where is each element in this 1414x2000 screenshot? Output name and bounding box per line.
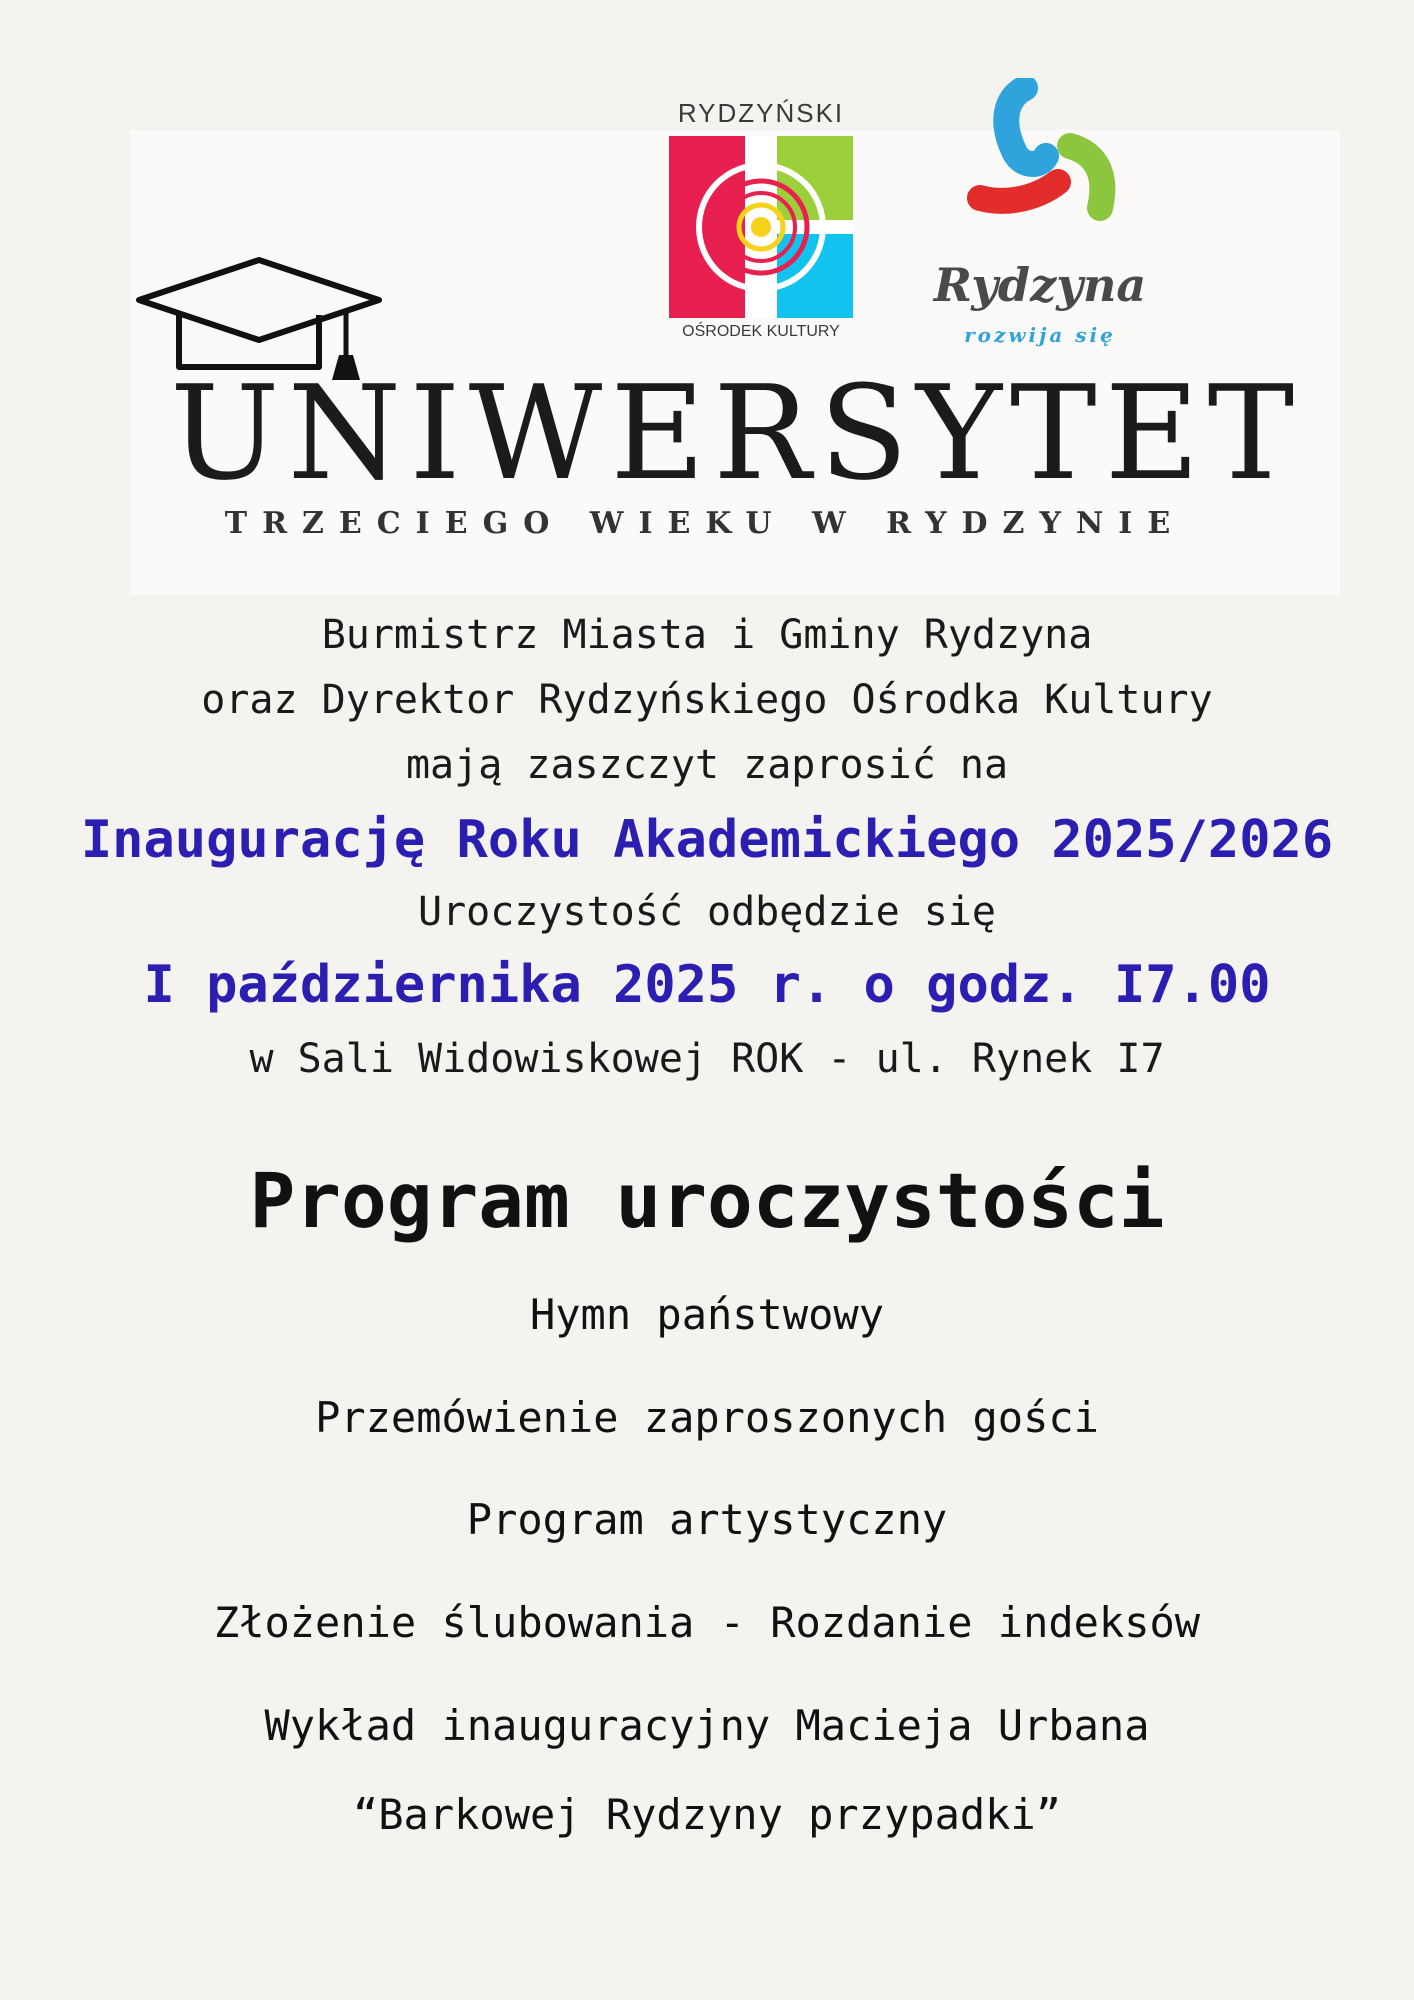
program-item: Złożenie ślubowania - Rozdanie indeksów — [213, 1598, 1201, 1647]
event-date: I października 2025 r. o godz. I7.00 — [143, 955, 1271, 1015]
rydzyna-logo — [920, 78, 1160, 358]
university-subtitle: TRZECIEGO WIEKU W RYDZYNIE — [224, 506, 1186, 541]
rok-logo — [666, 98, 856, 348]
program-title: Program uroczystości — [249, 1156, 1165, 1245]
program-item: Hymn państwowy — [529, 1290, 884, 1339]
rok-emblem-icon — [669, 136, 853, 318]
rok-logo-top-text: RYDZYŃSKI — [677, 98, 845, 128]
invitation-line-4: Uroczystość odbędzie się — [418, 889, 996, 935]
invitation-line-1: Burmistrz Miasta i Gminy Rydzyna — [321, 612, 1093, 658]
invitation-line-2: oraz Dyrektor Rydzyńskiego Ośrodka Kultury — [201, 677, 1213, 723]
program-item: Przemówienie zaproszonych gości — [315, 1393, 1099, 1442]
rydzyna-logo-tagline: rozwija się — [964, 323, 1116, 347]
rydzyna-swirl-icon — [950, 78, 1130, 258]
rok-logo-bottom-text: OŚRODEK KULTURY — [682, 323, 840, 340]
program-item: “Barkowej Rydzyny przypadki” — [352, 1790, 1061, 1839]
invitation-line-3: mają zaszczyt zaprosić na — [405, 742, 1009, 788]
university-title: UNIWERSYTET — [170, 357, 1303, 509]
program-item: Wykład inauguracyjny Macieja Urbana — [264, 1701, 1150, 1750]
event-place: w Sali Widowiskowej ROK - ul. Rynek I7 — [249, 1036, 1165, 1082]
program-item: Program artystyczny — [466, 1495, 948, 1544]
event-title: Inaugurację Roku Akademickiego 2025/2026 — [80, 810, 1334, 870]
rydzyna-logo-name: Rydzyna — [933, 258, 1147, 312]
